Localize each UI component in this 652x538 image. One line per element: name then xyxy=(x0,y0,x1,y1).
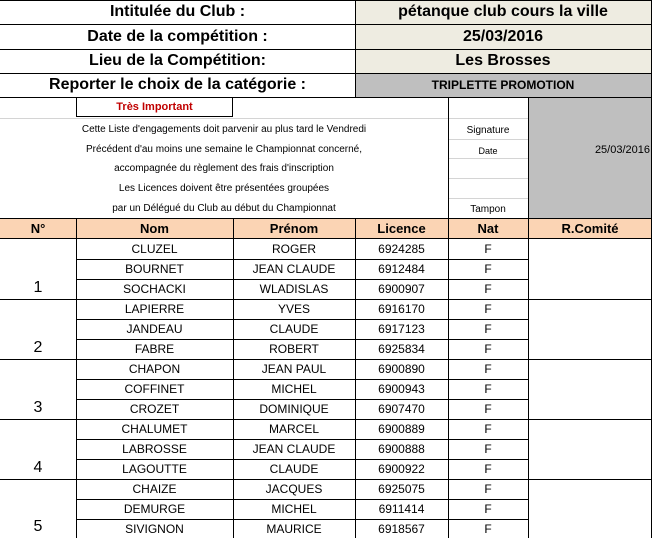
player-prenom[interactable]: YVES xyxy=(277,302,310,316)
col-rcomite: R.Comité xyxy=(528,218,652,238)
player-licence[interactable]: 6912484 xyxy=(378,262,425,276)
player-prenom[interactable]: JEAN PAUL xyxy=(261,362,327,376)
player-prenom[interactable]: CLAUDE xyxy=(269,322,319,336)
player-nom[interactable]: LAGOUTTE xyxy=(122,462,187,476)
grid-line xyxy=(0,299,652,300)
player-licence[interactable]: 6911414 xyxy=(378,502,425,516)
player-nat[interactable]: F xyxy=(484,442,492,456)
grid-line xyxy=(0,73,652,74)
grid-line xyxy=(0,0,652,1)
player-nom[interactable]: CHAPON xyxy=(128,362,181,376)
player-prenom[interactable]: DOMINIQUE xyxy=(259,402,329,416)
player-licence[interactable]: 6900889 xyxy=(378,422,425,436)
player-licence[interactable]: 6907470 xyxy=(378,402,425,416)
player-nat[interactable]: F xyxy=(484,521,492,536)
player-prenom[interactable]: JEAN CLAUDE xyxy=(252,262,336,276)
player-nat[interactable]: F xyxy=(484,502,492,516)
team-number: 4 xyxy=(33,459,43,476)
place-label: Lieu de la Compétition: xyxy=(89,52,266,69)
grid-line xyxy=(76,319,528,320)
grid-line xyxy=(76,339,528,340)
club-value[interactable]: pétanque club cours la ville xyxy=(355,0,651,24)
grid-line xyxy=(0,24,652,25)
notice-line-2: Précédent d'au moins une semaine le Championnat concerné, xyxy=(86,143,362,155)
player-licence[interactable]: 6900888 xyxy=(378,442,425,456)
team-number: 3 xyxy=(33,399,43,416)
col-nom: Nom xyxy=(76,218,233,238)
grid-line xyxy=(448,198,528,199)
category-value[interactable]: TRIPLETTE PROMOTION xyxy=(355,73,651,97)
player-licence[interactable]: 6925075 xyxy=(378,482,425,496)
notice-date-label: Date xyxy=(478,146,498,156)
grid-line xyxy=(76,499,528,500)
grid-line xyxy=(448,178,528,179)
player-licence[interactable]: 6900907 xyxy=(378,282,425,296)
player-nat[interactable]: F xyxy=(484,342,492,356)
grid-line xyxy=(528,97,529,218)
player-nat[interactable]: F xyxy=(484,382,492,396)
player-licence[interactable]: 6924285 xyxy=(378,242,425,256)
grid-line xyxy=(233,218,234,538)
team-number: 2 xyxy=(33,339,43,356)
grid-line xyxy=(76,519,528,520)
player-prenom[interactable]: MICHEL xyxy=(271,502,317,516)
col-licence: Licence xyxy=(355,218,448,238)
player-prenom[interactable]: JACQUES xyxy=(265,482,323,496)
player-licence[interactable]: 6918567 xyxy=(378,521,425,536)
player-nom[interactable]: COFFINET xyxy=(124,382,185,396)
grid-line xyxy=(355,0,356,97)
stamp-label: Tampon xyxy=(470,204,506,215)
player-nom[interactable]: CHAIZE xyxy=(132,482,177,496)
player-nom[interactable]: DEMURGE xyxy=(123,502,186,516)
player-prenom[interactable]: MICHEL xyxy=(271,382,317,396)
player-prenom[interactable]: MARCEL xyxy=(268,422,319,436)
grid-line xyxy=(528,218,529,538)
player-nom[interactable]: FABRE xyxy=(134,342,175,356)
player-nom[interactable]: JANDEAU xyxy=(126,322,183,336)
player-nat[interactable]: F xyxy=(484,302,492,316)
player-nat[interactable]: F xyxy=(484,322,492,336)
grid-line xyxy=(0,479,652,480)
place-value[interactable]: Les Brosses xyxy=(355,49,651,73)
player-nom[interactable]: SIVIGNON xyxy=(125,521,184,536)
col-nat: Nat xyxy=(448,218,528,238)
player-prenom[interactable]: ROBERT xyxy=(269,342,319,356)
notice-line-1: Cette Liste d'engagements doit parvenir au plus tard le Vendredi xyxy=(81,123,367,135)
player-nom[interactable]: BOURNET xyxy=(125,262,184,276)
grid-line xyxy=(0,218,652,219)
grid-line xyxy=(76,259,528,260)
player-licence[interactable]: 6917123 xyxy=(378,322,425,336)
grid-line xyxy=(448,139,528,140)
player-nom[interactable]: CLUZEL xyxy=(131,242,178,256)
player-nat[interactable]: F xyxy=(484,422,492,436)
player-licence[interactable]: 6900922 xyxy=(378,462,425,476)
notice-line-5: par un Délégué du Club au début du Championnat xyxy=(112,202,336,214)
grid-line xyxy=(0,49,652,50)
player-nom[interactable]: CHALUMET xyxy=(121,422,188,436)
grid-line xyxy=(76,379,528,380)
player-nom[interactable]: SOCHACKI xyxy=(123,282,186,296)
grid-line xyxy=(448,97,449,218)
category-label: Reporter le choix de la catégorie : xyxy=(49,76,306,93)
player-licence[interactable]: 6900890 xyxy=(378,362,425,376)
date-value[interactable]: 25/03/2016 xyxy=(355,24,651,49)
player-nat[interactable]: F xyxy=(484,402,492,416)
player-nat[interactable]: F xyxy=(484,362,492,376)
grid-line xyxy=(76,279,528,280)
grid-line xyxy=(76,399,528,400)
notice-date-value: 25/03/2016 xyxy=(594,144,650,156)
team-number: 1 xyxy=(33,279,43,296)
notice-line-3: accompagnée du règlement des frais d'inscription xyxy=(114,162,334,174)
date-label: Date de la compétition : xyxy=(87,27,268,45)
player-prenom[interactable]: JEAN CLAUDE xyxy=(252,442,336,456)
player-licence[interactable]: 6925834 xyxy=(378,342,425,356)
player-licence[interactable]: 6900943 xyxy=(378,382,425,396)
grid-line xyxy=(0,359,652,360)
grid-line xyxy=(0,419,652,420)
important-note: Très Important xyxy=(76,97,233,117)
player-nom[interactable]: LAPIERRE xyxy=(124,302,185,316)
grid-line xyxy=(448,158,528,159)
notice-line-4: Les Licences doivent être présentées groupées xyxy=(118,182,330,194)
grid-line xyxy=(76,459,528,460)
player-nat[interactable]: F xyxy=(484,262,492,276)
grid-line xyxy=(76,439,528,440)
player-nat[interactable]: F xyxy=(484,282,492,296)
player-prenom[interactable]: WLADISLAS xyxy=(259,282,329,296)
team-number: 5 xyxy=(33,518,43,535)
grid-line xyxy=(76,218,77,538)
player-nat[interactable]: F xyxy=(484,242,492,256)
grid-line xyxy=(355,218,356,538)
player-nat[interactable]: F xyxy=(484,462,492,476)
player-nom[interactable]: CROZET xyxy=(129,402,180,416)
signature-label: Signature xyxy=(466,124,510,136)
col-prenom: Prénom xyxy=(233,218,355,238)
club-label: Intitulée du Club : xyxy=(109,3,246,20)
grid-line xyxy=(0,238,652,239)
grid-line xyxy=(0,97,652,98)
player-licence[interactable]: 6916170 xyxy=(378,302,425,316)
player-prenom[interactable]: CLAUDE xyxy=(269,462,319,476)
col-number: N° xyxy=(0,218,76,238)
player-prenom[interactable]: ROGER xyxy=(271,242,316,256)
player-prenom[interactable]: MAURICE xyxy=(266,521,322,536)
player-nat[interactable]: F xyxy=(484,482,492,496)
player-nom[interactable]: LABROSSE xyxy=(122,442,187,456)
grid-line xyxy=(448,218,449,538)
